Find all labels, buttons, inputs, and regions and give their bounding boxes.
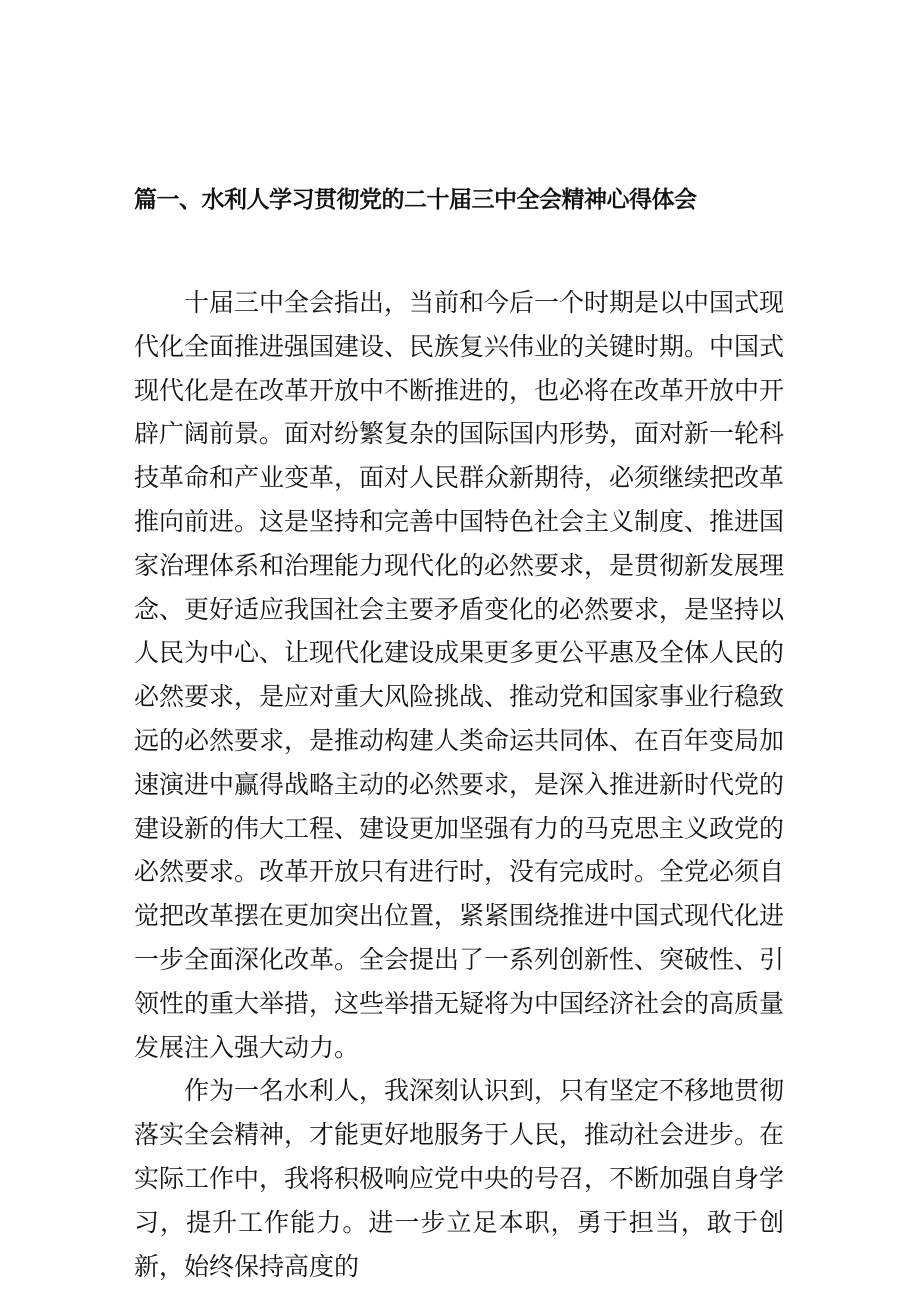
paragraph-2: 作为一名水利人，我深刻认识到，只有坚定不移地贯彻落实全会精神，才能更好地服务于人民，推动社会进步。在实际工作中，我将积极响应党中央的号召，不断加强自身学习，提升工作能力。进一步立足本职，勇于担当，敢于创新，始终保持高度的 xyxy=(134,1076,785,1281)
document-title: 篇一、水利人学习贯彻党的二十届三中全会精神心得体会 xyxy=(134,187,697,213)
paragraph-1: 十届三中全会指出，当前和今后一个时期是以中国式现代化全面推进强国建设、民族复兴伟业的关键时期。中国式现代化是在改革开放中不断推进的，也必将在改革开放中开辟广阔前景。面对纷繁复杂的国际国内形势，面对新一轮科技革命和产业变革，面对人民群众新期待，必须继续把改革推向前进。这是坚持和完善中国特色社会主义制度、推进国家治理体系和治理能力现代化的必然要求，是贯彻新发展理念、更好适应我国社会主要矛盾变化的必然要求，是坚持以人民为中心、让现代化建设成果更多更公平惠及全体人民的必然要求，是应对重大风险挑战、推动党和国家事业行稳致远的必然要求，是推动构建人类命运共同体、在百年变局加速演进中赢得战略主动的必然要求，是深入推进新时代党的建设新的伟大工程、建设更加坚强有力的马克思主义政党的必然要求。改革开放只有进行时，没有完成时。全党必须自觉把改革摆在更加突出位置，紧紧围绕推进中国式现代化进一步全面深化改革。全会提出了一系列创新性、突破性、引领性的重大举措，这些举措无疑将为中国经济社会的高质量发展注入强大动力。 xyxy=(134,288,785,1062)
document-body xyxy=(134,281,784,1288)
